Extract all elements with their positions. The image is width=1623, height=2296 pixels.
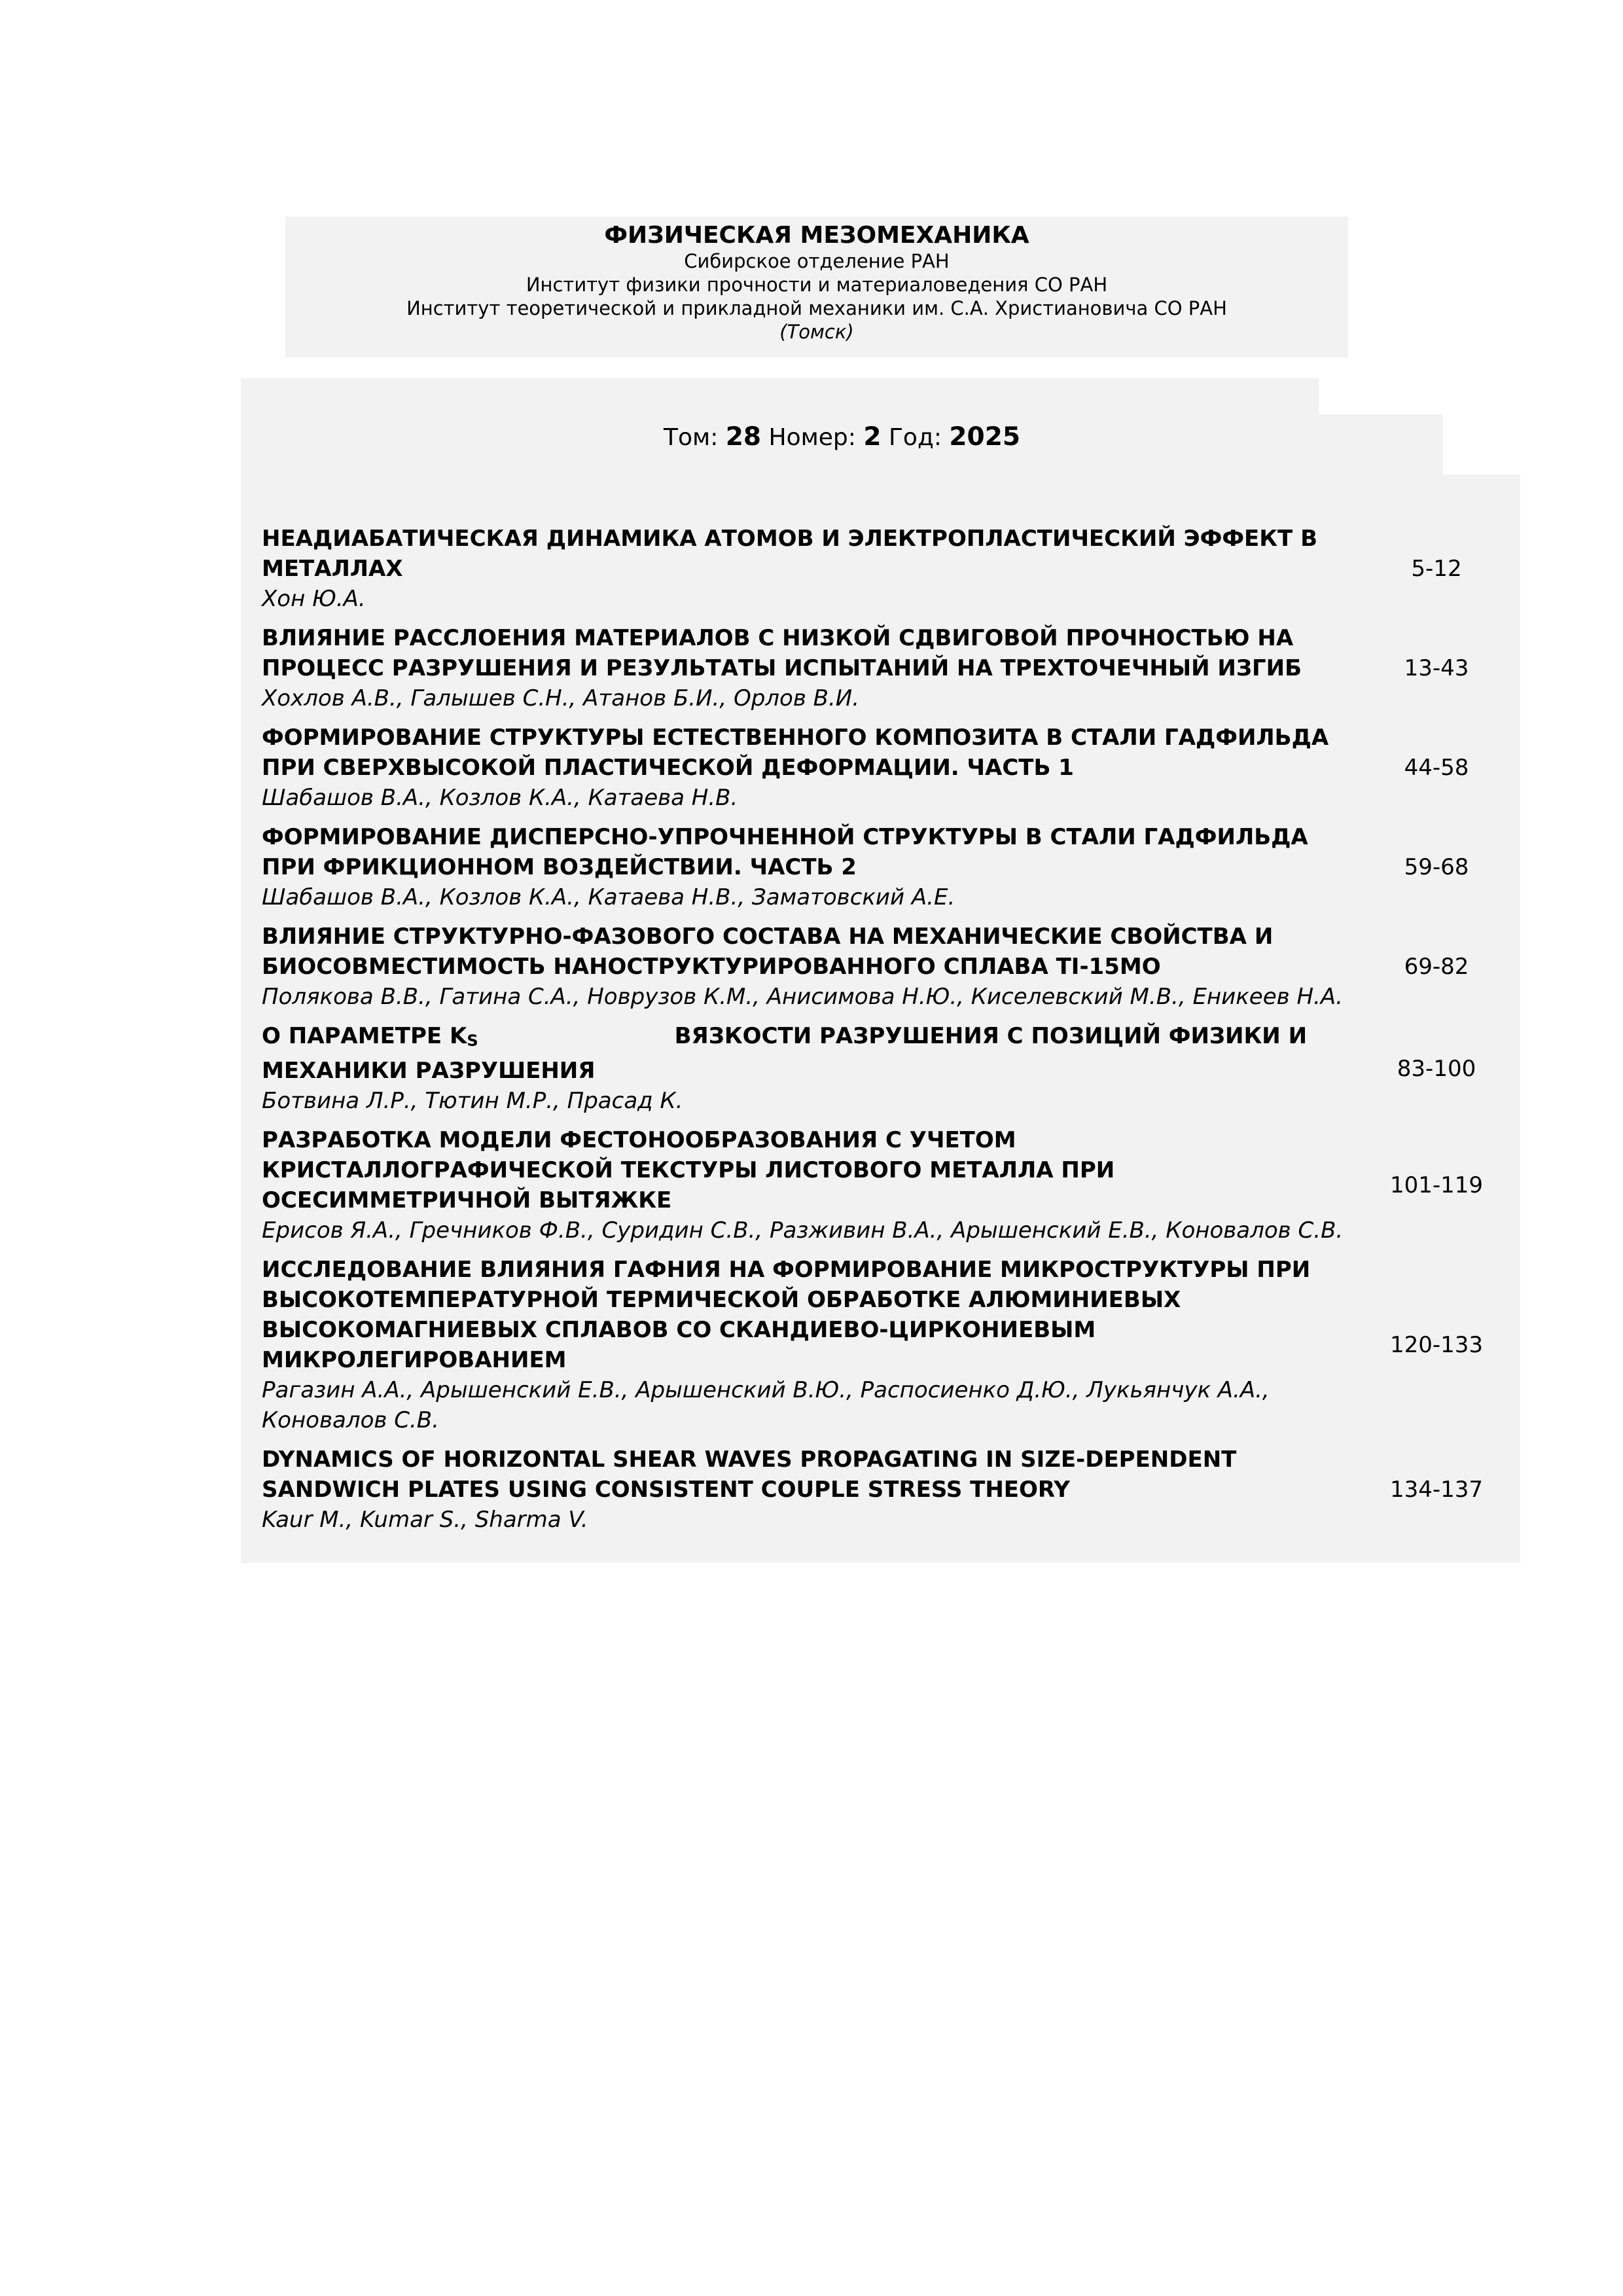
- article-title[interactable]: [262, 922, 1361, 982]
- article-authors-line: Ботвина Л.Р., Тютин М.Р., Прасад К.: [262, 1088, 683, 1114]
- article-title-subscript: S: [467, 1031, 478, 1050]
- article-title[interactable]: [262, 623, 1361, 683]
- article-authors-line: Ерисов Я.А., Гречников Ф.В., Суридин С.В., Разживин В.А., Арышенский Е.В., Коновалов С.В.: [262, 1217, 1344, 1244]
- article-authors: [262, 1505, 1361, 1535]
- article-pages: 44-58: [1404, 755, 1469, 781]
- article-title[interactable]: [262, 723, 1361, 783]
- article-title-line: КРИСТАЛЛОГРАФИЧЕСКОЙ ТЕКСТУРЫ ЛИСТОВОГО МЕТАЛЛА ПРИ: [262, 1157, 1115, 1183]
- article-title[interactable]: [262, 1021, 1361, 1086]
- article-title-prefix: О ПАРАМЕТРЕ K: [262, 1023, 467, 1049]
- toc-entry[interactable]: [262, 524, 1512, 614]
- article-title[interactable]: [262, 822, 1361, 882]
- article-title-line: ФОРМИРОВАНИЕ СТРУКТУРЫ ЕСТЕСТВЕННОГО КОМПОЗИТА В СТАЛИ ГАДФИЛЬДА: [262, 725, 1329, 751]
- article-pages: 134-137: [1389, 1477, 1484, 1503]
- article-title-line: ВЛИЯНИЕ РАССЛОЕНИЯ МАТЕРИАЛОВ С НИЗКОЙ СДВИГОВОЙ ПРОЧНОСТЬЮ НА: [262, 625, 1294, 651]
- toc-entry[interactable]: [262, 623, 1512, 713]
- article-authors: [262, 1375, 1361, 1435]
- article-authors-line: Хохлов А.В., Галышев С.Н., Атанов Б.И., Орлов В.И.: [262, 685, 860, 711]
- toc-entry-main: [262, 1125, 1361, 1246]
- article-title-suffix: ВЯЗКОСТИ РАЗРУШЕНИЯ С ПОЗИЦИЙ ФИЗИКИ И: [674, 1023, 1308, 1049]
- article-title-line: SANDWICH PLATES USING CONSISTENT COUPLE STRESS THEORY: [262, 1477, 1070, 1503]
- article-title[interactable]: [262, 524, 1361, 584]
- article-title-line: РАЗРАБОТКА МОДЕЛИ ФЕСТОНООБРАЗОВАНИЯ С УЧЕТОМ: [262, 1127, 1016, 1153]
- article-authors: [262, 783, 1361, 813]
- institute-line: Институт физики прочности и материаловедения СО РАН: [526, 274, 1108, 296]
- journal-header: [285, 217, 1348, 357]
- toc-entry[interactable]: [262, 1021, 1512, 1116]
- article-pages: 59-68: [1404, 854, 1469, 880]
- issue-panel-top: [241, 378, 1319, 414]
- toc-entry-main: [262, 1021, 1361, 1116]
- article-pages: 69-82: [1404, 954, 1469, 980]
- article-title-line: НЕАДИАБАТИЧЕСКАЯ ДИНАМИКА АТОМОВ И ЭЛЕКТРОПЛАСТИЧЕСКИЙ ЭФФЕКТ В: [262, 526, 1317, 552]
- article-authors-line: Шабашов В.А., Козлов К.А., Катаева Н.В., Заматовский А.Е.: [262, 884, 955, 910]
- toc-entry[interactable]: [262, 723, 1512, 813]
- article-title-line: ОСЕСИММЕТРИЧНОЙ ВЫТЯЖКЕ: [262, 1187, 672, 1213]
- toc-entry-main: [262, 822, 1361, 912]
- article-title-line: ВЫСОКОМАГНИЕВЫХ СПЛАВОВ СО СКАНДИЕВО-ЦИРКОНИЕВЫМ: [262, 1317, 1096, 1343]
- journal-title: ФИЗИЧЕСКАЯ МЕЗОМЕХАНИКА: [604, 222, 1029, 249]
- article-authors-line: Kaur M., Kumar S., Sharma V.: [262, 1507, 588, 1533]
- article-authors: [262, 882, 1361, 912]
- article-title-line: ПРИ СВЕРХВЫСОКОЙ ПЛАСТИЧЕСКОЙ ДЕФОРМАЦИИ. ЧАСТЬ 1: [262, 755, 1074, 781]
- article-title-line: МЕТАЛЛАХ: [262, 556, 403, 582]
- article-authors-line: Хон Ю.А.: [262, 586, 366, 612]
- toc-entry[interactable]: [262, 1125, 1512, 1246]
- article-pages: 5-12: [1411, 556, 1462, 582]
- article-title-line: МИКРОЛЕГИРОВАНИЕМ: [262, 1347, 567, 1373]
- article-title[interactable]: [262, 1444, 1361, 1505]
- toc-entry[interactable]: [262, 1444, 1512, 1535]
- article-pages: 13-43: [1404, 655, 1469, 681]
- volume-value: 28: [725, 422, 762, 452]
- article-pages: 83-100: [1397, 1055, 1476, 1082]
- article-title-line: ПРОЦЕСС РАЗРУШЕНИЯ И РЕЗУЛЬТАТЫ ИСПЫТАНИЙ НА ТРЕХТОЧЕЧНЫЙ ИЗГИБ: [262, 655, 1302, 681]
- article-authors-line: Шабашов В.А., Козлов К.А., Катаева Н.В.: [262, 785, 738, 811]
- article-authors: [262, 1086, 1361, 1116]
- city-line: (Томск): [779, 321, 854, 343]
- article-title-line: ИССЛЕДОВАНИЕ ВЛИЯНИЯ ГАФНИЯ НА ФОРМИРОВАНИЕ МИКРОСТРУКТУРЫ ПРИ: [262, 1257, 1311, 1283]
- toc-entry-main: [262, 922, 1361, 1012]
- toc-entry[interactable]: [262, 922, 1512, 1012]
- article-title[interactable]: [262, 1255, 1361, 1375]
- year-label: Год:: [888, 424, 942, 451]
- article-title-line: DYNAMICS OF HORIZONTAL SHEAR WAVES PROPAGATING IN SIZE-DEPENDENT: [262, 1446, 1237, 1473]
- toc-list: [262, 524, 1512, 1544]
- article-pages: 101-119: [1389, 1172, 1484, 1198]
- number-label: Номер:: [768, 424, 856, 451]
- article-authors: [262, 982, 1361, 1012]
- toc-entry[interactable]: [262, 822, 1512, 912]
- number-value: 2: [863, 422, 882, 452]
- toc-entry-main: [262, 623, 1361, 713]
- article-authors-line: Рагазин А.А., Арышенский Е.В., Арышенский В.Ю., Распосиенко Д.Ю., Лукьянчук А.А.,: [262, 1377, 1270, 1403]
- article-title-line: ВЫСОКОТЕМПЕРАТУРНОЙ ТЕРМИЧЕСКОЙ ОБРАБОТКЕ АЛЮМИНИЕВЫХ: [262, 1287, 1181, 1313]
- article-title-line: ФОРМИРОВАНИЕ ДИСПЕРСНО-УПРОЧНЕННОЙ СТРУКТУРЫ В СТАЛИ ГАДФИЛЬДА: [262, 824, 1308, 850]
- article-authors: [262, 1215, 1361, 1246]
- article-title-line: ПРИ ФРИКЦИОННОМ ВОЗДЕЙСТВИИ. ЧАСТЬ 2: [262, 854, 857, 880]
- article-title[interactable]: [262, 1125, 1361, 1215]
- toc-entry-main: [262, 723, 1361, 813]
- year-value: 2025: [949, 422, 1020, 452]
- publisher-line: Сибирское отделение РАН: [684, 250, 950, 272]
- table-of-contents: [241, 475, 1520, 1563]
- toc-entry-main: [262, 1255, 1361, 1435]
- article-title-line: ВЛИЯНИЕ СТРУКТУРНО-ФАЗОВОГО СОСТАВА НА МЕХАНИЧЕСКИЕ СВОЙСТВА И: [262, 924, 1274, 950]
- article-authors-line: Коновалов С.В.: [262, 1407, 439, 1433]
- article-title-line: БИОСОВМЕСТИМОСТЬ НАНОСТРУКТУРИРОВАННОГО СПЛАВА TI-15MO: [262, 954, 1161, 980]
- article-title-line: МЕХАНИКИ РАЗРУШЕНИЯ: [262, 1058, 596, 1084]
- article-authors-line: Полякова В.В., Гатина С.А., Новрузов К.М., Анисимова Н.Ю., Киселевский М.В., Еникеев Н.А.: [262, 984, 1343, 1010]
- article-pages: 120-133: [1389, 1332, 1484, 1358]
- toc-entry-main: [262, 524, 1361, 614]
- toc-entry[interactable]: [262, 1255, 1512, 1435]
- toc-entry-main: [262, 1444, 1361, 1535]
- article-authors: [262, 584, 1361, 614]
- issue-info: [241, 418, 1443, 457]
- volume-label: Том:: [664, 424, 719, 451]
- institute-line: Институт теоретической и прикладной механики им. С.А. Христиановича СО РАН: [406, 297, 1227, 319]
- article-authors: [262, 683, 1361, 713]
- article-title-line: [262, 1021, 1361, 1056]
